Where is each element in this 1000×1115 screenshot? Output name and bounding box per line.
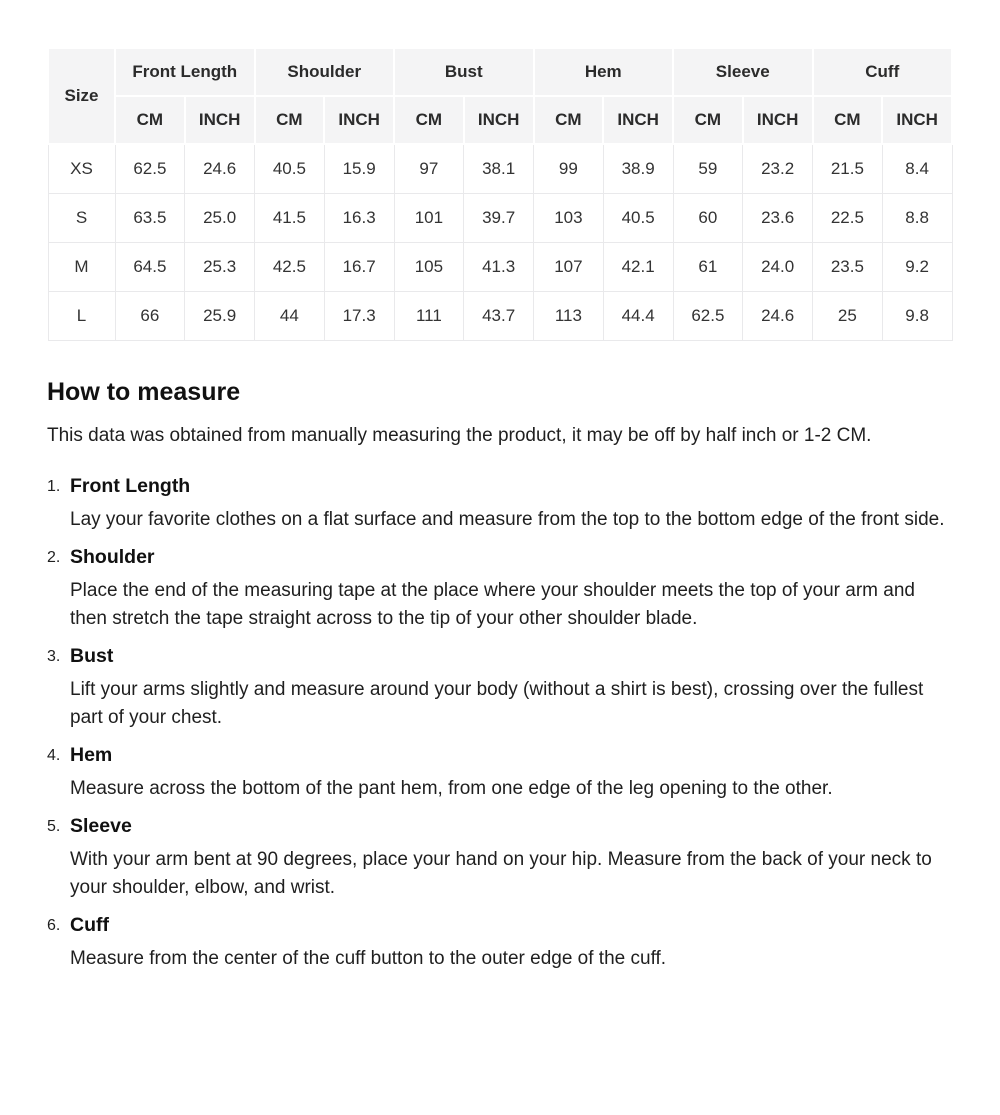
measure-step	[70, 743, 953, 803]
measurement-value-cell: 61	[673, 242, 743, 291]
measurement-value-cell: 24.6	[185, 144, 255, 193]
unit-cm-header-cell: CM	[673, 96, 743, 144]
measurement-header-cell: Front Length	[115, 48, 255, 96]
measurement-value-cell: 40.5	[603, 193, 673, 242]
measurement-value-cell: 25.9	[185, 291, 255, 340]
measurement-value-cell: 16.7	[324, 242, 394, 291]
measure-steps-list	[47, 474, 953, 973]
measurement-value-cell: 44.4	[603, 291, 673, 340]
size-row	[48, 144, 952, 193]
measurement-value-cell: 99	[534, 144, 604, 193]
unit-inch-header-cell: INCH	[185, 96, 255, 144]
measurement-value-cell: 38.9	[603, 144, 673, 193]
measure-step	[70, 545, 953, 633]
measurement-header-cell: Hem	[534, 48, 674, 96]
unit-cm-header-cell: CM	[813, 96, 883, 144]
measurement-value-cell: 41.5	[255, 193, 325, 242]
size-label-cell: L	[48, 291, 115, 340]
measurement-value-cell: 41.3	[464, 242, 534, 291]
step-description: Lay your favorite clothes on a flat surface and measure from the top to the bottom edge of the front side.	[70, 508, 945, 530]
how-to-measure-title: How to measure	[47, 377, 241, 406]
measurement-value-cell: 8.4	[882, 144, 952, 193]
measurement-value-cell: 64.5	[115, 242, 185, 291]
measure-step	[70, 644, 953, 732]
step-term: Sleeve	[70, 814, 132, 837]
measurement-value-cell: 105	[394, 242, 464, 291]
step-term: Shoulder	[70, 545, 155, 568]
size-row	[48, 242, 952, 291]
size-label-cell: S	[48, 193, 115, 242]
step-description: Lift your arms slightly and measure around your body (without a shirt is best), crossing over the fullest part of your chest.	[70, 678, 924, 728]
measurement-value-cell: 103	[534, 193, 604, 242]
step-description: Place the end of the measuring tape at the place where your shoulder meets the top of your arm and then stretch the tape straight across to the tip of your other shoulder blade.	[70, 579, 915, 629]
measurement-value-cell: 62.5	[673, 291, 743, 340]
measurement-value-cell: 16.3	[324, 193, 394, 242]
measurement-value-cell: 24.6	[743, 291, 813, 340]
measurement-value-cell: 23.6	[743, 193, 813, 242]
step-term: Front Length	[70, 474, 191, 497]
measurement-value-cell: 25	[813, 291, 883, 340]
measurement-value-cell: 101	[394, 193, 464, 242]
measurement-header-cell: Sleeve	[673, 48, 813, 96]
measurement-value-cell: 22.5	[813, 193, 883, 242]
measure-step	[70, 814, 953, 902]
step-description: With your arm bent at 90 degrees, place your hand on your hip. Measure from the back of your neck to your shoulder, elbow, and wrist.	[70, 848, 932, 898]
measure-step	[70, 913, 953, 973]
unit-cm-header-cell: CM	[255, 96, 325, 144]
measurement-value-cell: 60	[673, 193, 743, 242]
measurement-header-cell: Bust	[394, 48, 534, 96]
measurement-value-cell: 24.0	[743, 242, 813, 291]
measurement-value-cell: 62.5	[115, 144, 185, 193]
measurement-value-cell: 23.2	[743, 144, 813, 193]
measurement-value-cell: 107	[534, 242, 604, 291]
measurement-value-cell: 21.5	[813, 144, 883, 193]
unit-inch-header-cell: INCH	[743, 96, 813, 144]
measurement-value-cell: 44	[255, 291, 325, 340]
measurement-header-cell: Cuff	[813, 48, 953, 96]
measurement-header-cell: Shoulder	[255, 48, 395, 96]
unit-inch-header-cell: INCH	[882, 96, 952, 144]
measurement-value-cell: 66	[115, 291, 185, 340]
measurement-value-cell: 43.7	[464, 291, 534, 340]
measurement-value-cell: 9.8	[882, 291, 952, 340]
unit-cm-header-cell: CM	[115, 96, 185, 144]
measurement-value-cell: 23.5	[813, 242, 883, 291]
measurement-header-row	[48, 48, 952, 96]
size-label-cell: XS	[48, 144, 115, 193]
measurement-value-cell: 25.3	[185, 242, 255, 291]
unit-inch-header-cell: INCH	[324, 96, 394, 144]
measurement-value-cell: 15.9	[324, 144, 394, 193]
measurement-value-cell: 42.5	[255, 242, 325, 291]
size-corner-header-cell: Size	[48, 48, 115, 144]
measure-disclaimer-text: This data was obtained from manually measuring the product, it may be off by half inch or 1-2 CM.	[47, 424, 872, 446]
measurement-value-cell: 17.3	[324, 291, 394, 340]
step-description: Measure across the bottom of the pant hem, from one edge of the leg opening to the other.	[70, 777, 833, 799]
measurement-value-cell: 8.8	[882, 193, 952, 242]
unit-inch-header-cell: INCH	[464, 96, 534, 144]
measurement-value-cell: 63.5	[115, 193, 185, 242]
measurement-value-cell: 97	[394, 144, 464, 193]
step-term: Hem	[70, 743, 113, 766]
measurement-value-cell: 40.5	[255, 144, 325, 193]
size-row	[48, 291, 952, 340]
measurement-value-cell: 113	[534, 291, 604, 340]
measurement-value-cell: 59	[673, 144, 743, 193]
unit-cm-header-cell: CM	[394, 96, 464, 144]
measurement-value-cell: 38.1	[464, 144, 534, 193]
size-chart-table	[47, 47, 953, 341]
step-term: Cuff	[70, 913, 109, 936]
measurement-value-cell: 42.1	[603, 242, 673, 291]
size-row	[48, 193, 952, 242]
measurement-value-cell: 39.7	[464, 193, 534, 242]
measurement-value-cell: 111	[394, 291, 464, 340]
measurement-value-cell: 9.2	[882, 242, 952, 291]
unit-header-row	[48, 96, 952, 144]
step-term: Bust	[70, 644, 114, 667]
step-description: Measure from the center of the cuff button to the outer edge of the cuff.	[70, 947, 667, 969]
unit-cm-header-cell: CM	[534, 96, 604, 144]
size-label-cell: M	[48, 242, 115, 291]
measure-step	[70, 474, 953, 534]
measurement-value-cell: 25.0	[185, 193, 255, 242]
unit-inch-header-cell: INCH	[603, 96, 673, 144]
